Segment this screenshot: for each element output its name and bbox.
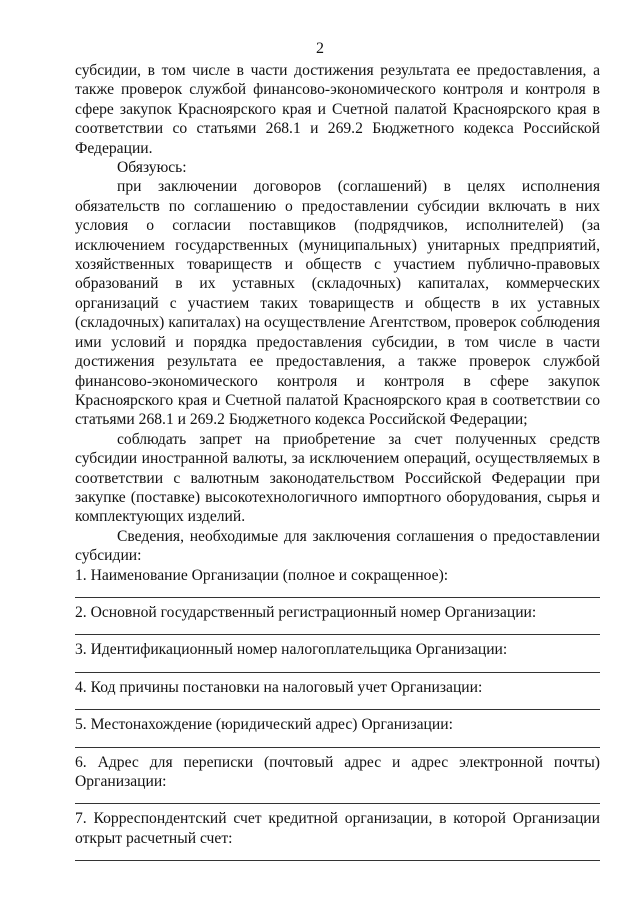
paragraph-continuation: субсидии, в том числе в части достижения результата ее предоставления, а также проверок службой финансово-экономического контроля и контроля в сфере закупок Красноярского края и Счетной палатой Красноярского края в соответствии со статьями 268.1 и 269.2 Бюджетного кодекса Российской Федерации. bbox=[75, 62, 600, 157]
paragraph-currency-ban: соблюдать запрет на приобретение за счет полученных средств субсидии иностранной валюты, за исключением операций, осуществляемых в соответствии с валютным законодательством Российской Федерации при закупке (поставке) высокотехнологичного импортного оборудования, сырья и комплектующих изделий. bbox=[75, 430, 600, 526]
field-label-inn: 3. Идентификационный номер налогоплательщика Организации: bbox=[75, 641, 508, 659]
fill-line-postal-address bbox=[75, 791, 600, 804]
page-number: 2 bbox=[316, 40, 324, 57]
fill-line-corr-account bbox=[75, 848, 600, 861]
fill-line-name bbox=[75, 585, 600, 598]
field-label-ogrn: 2. Основной государственный регистрационный номер Организации: bbox=[75, 603, 537, 621]
fill-line-legal-address bbox=[75, 735, 600, 748]
field-label-postal-address: 6. Адрес для переписки (почтовый адрес и адрес электронной почты) Организации: bbox=[75, 753, 600, 790]
field-label-legal-address: 5. Местонахождение (юридический адрес) Организации: bbox=[75, 716, 453, 734]
paragraph-info-intro: Сведения, необходимые для заключения соглашения о предоставлении субсидии: bbox=[75, 527, 600, 565]
paragraph-obligation-heading: Обязуюсь: bbox=[117, 159, 187, 177]
document-body bbox=[75, 61, 600, 866]
field-label-kpp: 4. Код причины постановки на налоговый учет Организации: bbox=[75, 678, 483, 696]
field-label-corr-account: 7. Корреспондентский счет кредитной организации, в которой Организации открыт расчетный счет: bbox=[75, 810, 600, 847]
fill-line-ogrn bbox=[75, 622, 600, 635]
field-label-name: 1. Наименование Организации (полное и сокращенное): bbox=[75, 566, 449, 584]
fill-line-kpp bbox=[75, 697, 600, 710]
fill-line-inn bbox=[75, 660, 600, 673]
paragraph-contract-conditions: при заключении договоров (соглашений) в целях исполнения обязательств по соглашению о предоставлении субсидии включать в них условия о согласии поставщиков (подрядчиков, исполнителей) (за исключением государственных (муниципальных) унитарных предприятий, хозяйственных товариществ и обществ с участием публично-правовых образований в их уставных (складочных) капиталах, коммерческих организаций с участием таких товариществ и обществ в их уставных (складочных) капиталах) на осуществление Агентством, проверок соблюдения ими условий и порядка предоставления субсидии, в том числе в части достижения результата ее предоставления, а также проверок службой финансово-экономического контроля и контроля в сфере закупок Красноярского края и Счетной палатой Красноярского края в соответствии со статьями 268.1 и 269.2 Бюджетного кодекса Российской Федерации; bbox=[75, 178, 600, 429]
